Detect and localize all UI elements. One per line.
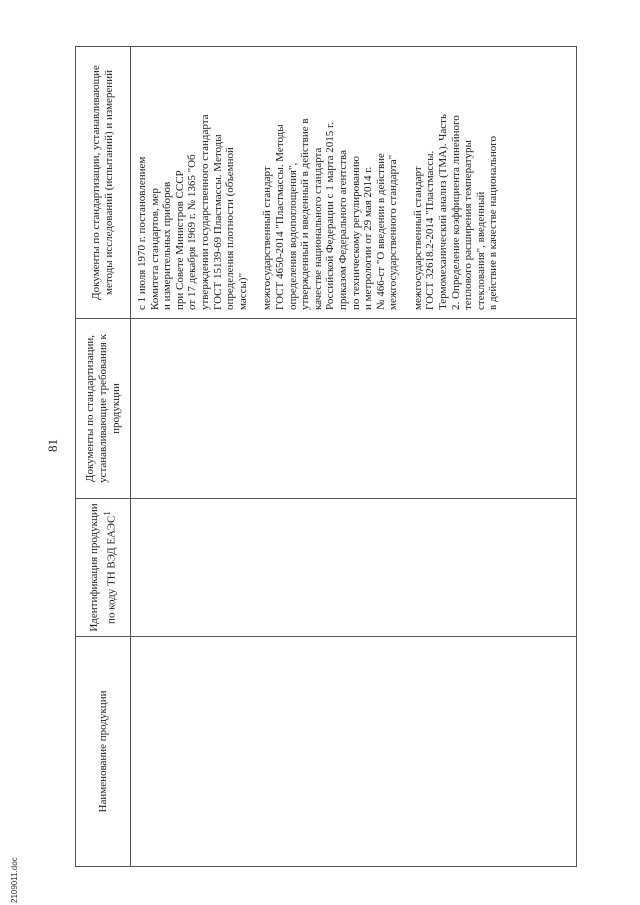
standard-entry-line: по техническому регулированию <box>349 155 362 310</box>
standard-entry-line: теплового расширения температуры <box>462 140 475 310</box>
header-test-methods: Документы по стандартизации, устанавливающие методы исследований (испытаний) и измерений <box>76 47 131 319</box>
standard-entry-line: ГОСТ 15139-69 Пластмассы. Методы <box>211 134 224 310</box>
standard-entry-line: ГОСТ 32618.2-2014 "Пластмассы. <box>424 150 437 310</box>
standard-entry-line: Комитета стандартов, мер <box>148 188 161 310</box>
standard-entry-line: с 1 июля 1970 г. постановлением <box>136 156 148 310</box>
standard-entry-line: при Совете Министров СССР <box>173 170 186 310</box>
header-product-requirements: Документы по стандартизации, устанавливающие требования к продукции <box>76 319 131 499</box>
standard-entry-line: межгосударственный стандарт <box>261 166 274 310</box>
standards-table <box>75 46 577 867</box>
standard-entry-line: и измерительных приборов <box>161 181 174 310</box>
header-tn-ved-code-label: Идентификация продукции по коду ТН ВЭД ЕАЭС <box>87 503 118 632</box>
table-header-row <box>76 47 131 867</box>
cell-product-name <box>131 637 577 867</box>
standard-entry-line: массы)" <box>236 272 249 310</box>
table-row <box>131 47 577 867</box>
standard-entry-line: качестве национального стандарта <box>311 147 324 310</box>
test-methods-list <box>131 47 500 318</box>
page-number: 81 <box>45 439 60 452</box>
standard-entry-line: межгосударственный стандарт <box>411 166 424 310</box>
standard-entry-line: стеклования", введенный <box>474 191 487 310</box>
standard-entry-line: Термомеханический анализ (ТМА). Часть <box>437 114 450 310</box>
standard-entry <box>136 51 249 310</box>
standard-entry-line: определения водопоглощения", <box>286 162 299 310</box>
standard-entry <box>412 51 500 310</box>
standard-entry-line: и метрологии от 29 мая 2014 г. <box>362 166 375 310</box>
standard-entry-line: приказом Федерального агентства <box>336 150 349 310</box>
standard-entry-line: межгосударственного стандарта" <box>387 154 400 310</box>
document-filename: 2109011.doc <box>10 857 19 903</box>
standard-entry-line: ГОСТ 4650-2014 "Пластмассы. Методы <box>273 124 286 310</box>
standard-entry-line: в действие в качестве национального <box>487 136 500 310</box>
cell-product-requirements <box>131 319 577 499</box>
standard-entry-line: 2. Определение коэффициента линейного <box>449 115 462 310</box>
standard-entry-line: Российской Федерации с 1 марта 2015 г. <box>324 121 337 310</box>
standard-entry-line: от 17 декабря 1969 г. № 1365 "Об <box>186 154 199 310</box>
header-product-name: Наименование продукции <box>76 637 131 867</box>
cell-test-methods <box>131 47 577 319</box>
standard-entry-line: утверждении государственного стандарта <box>198 114 211 310</box>
cell-tn-ved-code <box>131 499 577 637</box>
standard-entry-line: утвержденный и введенный в действие в <box>299 118 312 310</box>
header-tn-ved-code <box>76 499 131 637</box>
standard-entry-line: № 466-ст "О введении в действие <box>374 153 387 310</box>
standard-entry <box>261 51 400 310</box>
header-footnote-mark: 1 <box>101 511 112 516</box>
standard-entry-line: определения плотности (объемной <box>224 147 237 310</box>
